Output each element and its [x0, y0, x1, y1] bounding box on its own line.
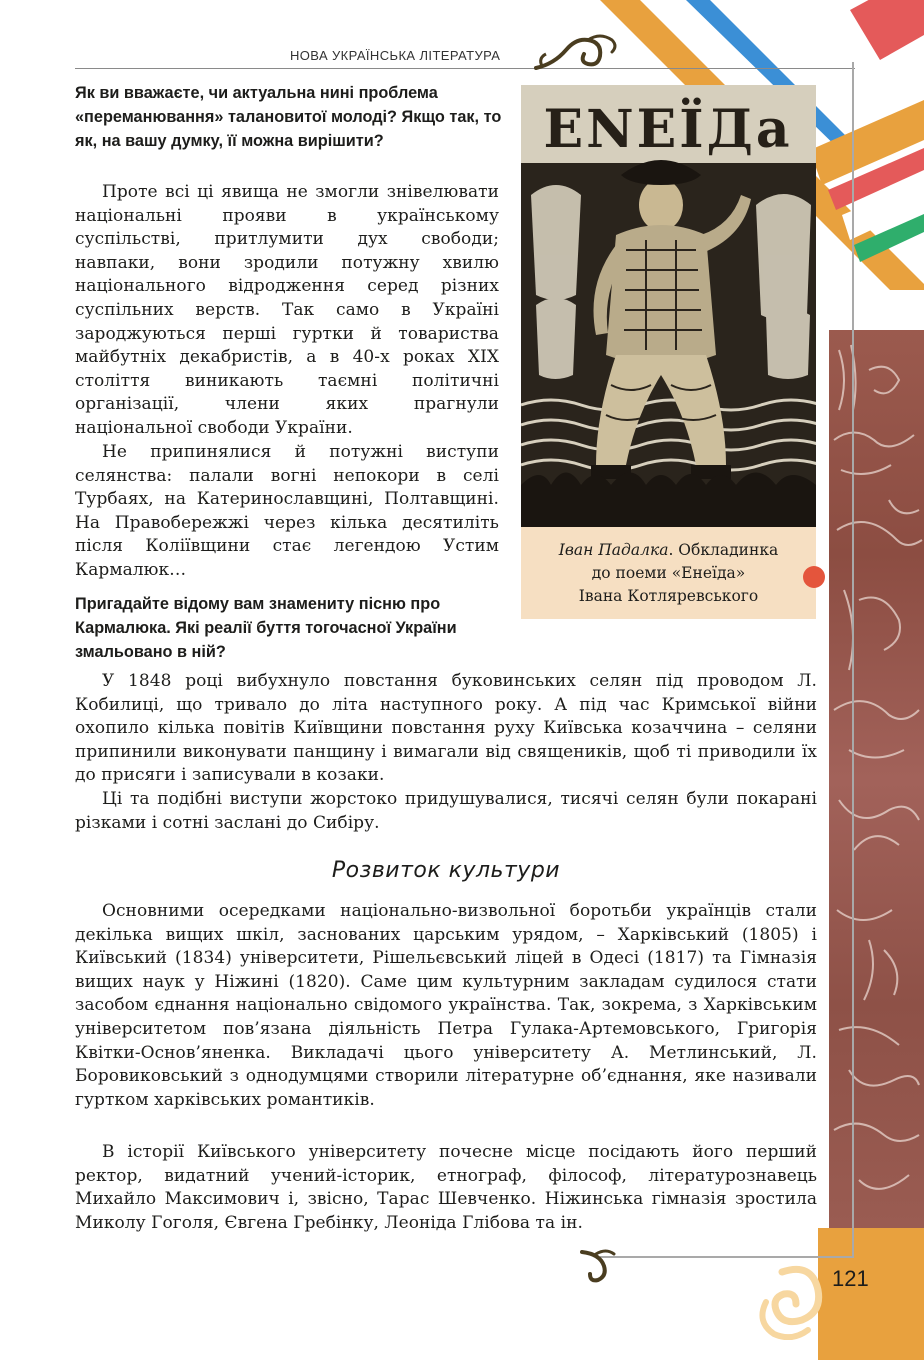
bottom-flourish-icon [576, 1246, 618, 1284]
flourish-ornament-icon [532, 30, 622, 74]
paragraph-3: У 1848 році вибухнуло повстання буковинських селян під проводом Л. Кобилиці, що тривало до літа наступного року. А під час Кримської війни охопило кілька повітів Київщини повстання руху Київська козаччина – селяни припинили виконувати панщину і вимагали від священиків, щоб ті приводили їх до присяги і записували в козаки. [75, 671, 817, 786]
question-block-2: Пригадайте відому вам знамениту пісню про Кармалюка. Які реалії буття тогочасної України змальовано в ній? [75, 595, 457, 661]
figure-eneida-cover [521, 85, 816, 619]
caption-line-3: Івана Котляревського [578, 587, 759, 605]
corner-swirl-icon [752, 1262, 828, 1340]
paragraph-1: Проте всі ці явища не змогли знівелювати національні прояви в українському суспільстві, притлумити дух свободи; навпаки, вони зродили потужну хвилю національного відродження серед різних суспільних верств. Так само в Україні зароджуються перші гуртки й товариства майбутніх декабристів, а в 40-х роках XIX століття виникають таємні політичні організації, члени яких прагнули національної свободи України. [75, 182, 499, 438]
header-rule [75, 68, 855, 69]
paragraph-2: Не припинялися й потужні виступи селянства: палали вогні непокори в селі Турбаях, на Катеринославщині, Полтавщині. На Правобережжі через кілька десятиліть після Коліївщини стає легендою Устим Кармалюк… [75, 442, 499, 580]
caption-author: Іван Падалка [558, 541, 669, 559]
caption-line-2: до поеми «Енеїда» [591, 564, 746, 582]
question-block-1: Як ви вважаєте, чи актуальна нині проблема «переманювання» талановитої молоді? Якщо так, то як, на вашу думку, її можна вирішити? [75, 84, 502, 150]
page-corner-block [828, 1228, 924, 1360]
cover-artwork [521, 85, 816, 527]
frame-bottom-rule [600, 1256, 854, 1258]
stripe-red-top [850, 0, 924, 60]
paragraph-5: Основними осередками національно-визвольної боротьби українців стали декілька вищих шкіл, заснованих царським урядом, – Харківський (1805) і Київський (1834) університети, Рішельєвський ліцей в Одесі (1817) та Гімназія вищих наук у Ніжині (1820). Саме цим культурним закладам судилося стати засобом єднання національно свідомого українства. Так, зокрема, з Харківським університетом пов’язана діяльність Петра Гулака-Артемовського, Григорія Квітки-Основ’яненка. Викладачі цього університету А. Метлинський, Л. Боровиковський з однодумцями створили літературне об’єднання, яке називали гуртком харківських романтиків. [75, 901, 817, 1110]
calligraphy-texture [829, 330, 924, 1230]
figure-caption [521, 527, 816, 619]
cover-title: ЕNЕЇДа [543, 99, 793, 160]
paragraph-6: В історії Київського університету почесне місце посідають його перший ректор, видатний учений-історик, етнограф, філософ, літературознавець Михайло Максимович і, звісно, Тарас Шевченко. Ніжинська гімназія зростила Миколу Гоголя, Євгена Гребінку, Леоніда Глібова та ін. [75, 1142, 817, 1233]
caption-line-1-rest: . Обкладинка [668, 541, 779, 559]
side-calligraphy-strip [829, 330, 924, 1230]
frame-right-rule [852, 62, 854, 1258]
eneida-cover-illustration [521, 85, 816, 527]
paragraph-4: Ці та подібні виступи жорстоко придушувалися, тисячі селян були покарані різками і сотні заслані до Сибіру. [75, 789, 817, 833]
caption-line-1 [521, 539, 816, 562]
section-heading: Розвиток культури [331, 858, 561, 883]
running-header: НОВА УКРАЇНСЬКА ЛІТЕРАТУРА [290, 48, 501, 63]
caption-marker-dot [803, 566, 825, 588]
page-number: 121 [832, 1266, 869, 1291]
